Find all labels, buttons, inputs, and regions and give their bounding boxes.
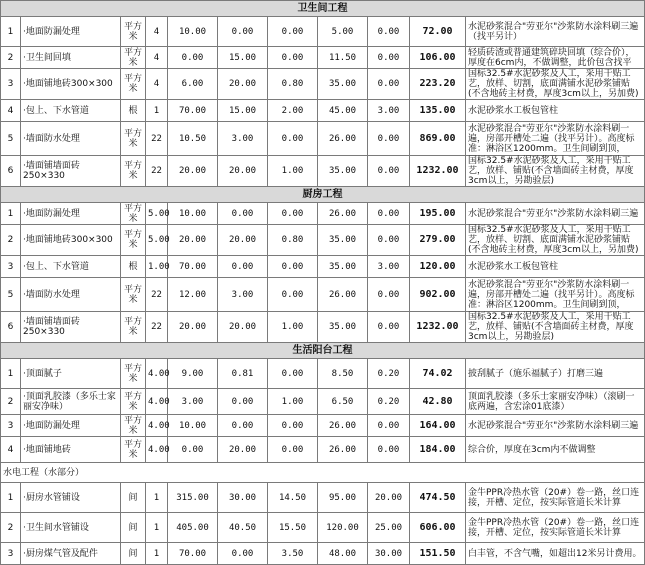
misc-price: 0.00: [368, 17, 410, 47]
aux-price: 0.00: [218, 203, 268, 225]
labor-price: 35.00: [318, 69, 368, 100]
quantity: 5.00: [146, 203, 168, 225]
misc-price: 0.00: [368, 437, 410, 463]
loss-price: 2.00: [268, 100, 318, 122]
material-price: 20.00: [168, 312, 218, 343]
material-price: 10.50: [168, 122, 218, 156]
section-header: [1, 187, 645, 203]
process-note: 水泥砂浆混合"劳亚尔"沙浆防水涂料刷一遍，房部开槽处二遍（找平另计）。高度标准：淋浴区1200mm。卫生间刷到顶，: [466, 278, 645, 312]
unit: 平方米: [121, 203, 146, 225]
row-number: 3: [1, 69, 21, 100]
material-price: 10.00: [168, 17, 218, 47]
material-price: 9.00: [168, 359, 218, 389]
unit: 平方米: [121, 47, 146, 69]
total-price: 151.50: [410, 543, 466, 565]
material-price: 20.00: [168, 225, 218, 256]
misc-price: 0.00: [368, 156, 410, 187]
labor-price: 8.50: [318, 359, 368, 389]
item-name: ·墙面防水处理: [21, 278, 121, 312]
labor-price: 45.00: [318, 100, 368, 122]
item-name: ·地面铺地砖300×300: [21, 69, 121, 100]
item-name: ·墙面防水处理: [21, 122, 121, 156]
labor-price: 26.00: [318, 203, 368, 225]
material-price: 20.00: [168, 156, 218, 187]
table-row: [1, 203, 645, 225]
total-price: 195.00: [410, 203, 466, 225]
labor-price: 95.00: [318, 483, 368, 513]
labor-price: 48.00: [318, 543, 368, 565]
item-name: ·地面防漏处理: [21, 415, 121, 437]
aux-price: 20.00: [218, 156, 268, 187]
unit: 间: [121, 513, 146, 543]
section-header: [1, 1, 645, 17]
row-number: 2: [1, 389, 21, 415]
unit: 间: [121, 483, 146, 513]
item-name: ·厨房水管铺设: [21, 483, 121, 513]
process-note: 水泥砂浆混合"劳亚尔"沙浆防水涂料刷三遍: [466, 415, 645, 437]
loss-price: 0.00: [268, 256, 318, 278]
loss-price: 0.80: [268, 225, 318, 256]
row-number: 4: [1, 437, 21, 463]
loss-price: 3.50: [268, 543, 318, 565]
material-price: 10.00: [168, 415, 218, 437]
item-name: ·地面铺地砖300×300: [21, 225, 121, 256]
loss-price: 0.00: [268, 203, 318, 225]
table-row: [1, 17, 645, 47]
process-note: 水泥砂浆水工板包管柱: [466, 100, 645, 122]
table-row: [1, 437, 645, 463]
loss-price: 1.00: [268, 312, 318, 343]
total-price: 223.20: [410, 69, 466, 100]
loss-price: 0.00: [268, 17, 318, 47]
quantity: 4: [146, 69, 168, 100]
total-price: 120.00: [410, 256, 466, 278]
process-note: 金牛PPR冷热水管（20#）卷一路，丝口连接，开槽、定位，按实际管道长米计算: [466, 513, 645, 543]
row-number: 2: [1, 513, 21, 543]
labor-price: 11.50: [318, 47, 368, 69]
aux-price: 0.00: [218, 543, 268, 565]
unit: 平方米: [121, 156, 146, 187]
section-title: 卫生间工程: [1, 1, 645, 17]
table-row: [1, 47, 645, 69]
quantity: 4.00: [146, 389, 168, 415]
total-price: 902.00: [410, 278, 466, 312]
quantity: 4.00: [146, 437, 168, 463]
aux-price: 20.00: [218, 312, 268, 343]
table-row: [1, 543, 645, 565]
aux-price: 20.00: [218, 225, 268, 256]
row-number: 6: [1, 312, 21, 343]
item-name: ·卫生间回填: [21, 47, 121, 69]
table-row: [1, 389, 645, 415]
row-number: 5: [1, 122, 21, 156]
row-number: 1: [1, 483, 21, 513]
loss-price: 0.00: [268, 359, 318, 389]
total-price: 869.00: [410, 122, 466, 156]
loss-price: 0.00: [268, 415, 318, 437]
loss-price: 0.00: [268, 47, 318, 69]
loss-price: 0.80: [268, 69, 318, 100]
table-row: [1, 100, 645, 122]
unit: 平方米: [121, 17, 146, 47]
item-name: ·包上、下水管道: [21, 256, 121, 278]
total-price: 164.00: [410, 415, 466, 437]
quantity: 4: [146, 47, 168, 69]
labor-price: 35.00: [318, 312, 368, 343]
total-price: 1232.00: [410, 312, 466, 343]
material-price: 10.00: [168, 203, 218, 225]
material-price: 405.00: [168, 513, 218, 543]
aux-price: 40.50: [218, 513, 268, 543]
row-number: 3: [1, 543, 21, 565]
process-note: 水泥砂浆水工板包管柱: [466, 256, 645, 278]
material-price: 0.00: [168, 437, 218, 463]
table-row: [1, 278, 645, 312]
material-price: 70.00: [168, 100, 218, 122]
loss-price: 0.00: [268, 122, 318, 156]
item-name: ·地面防漏处理: [21, 17, 121, 47]
material-price: 3.00: [168, 389, 218, 415]
unit: 平方米: [121, 225, 146, 256]
misc-price: 0.20: [368, 359, 410, 389]
item-name: ·墙面铺墙面砖250×330: [21, 312, 121, 343]
unit: 平方米: [121, 437, 146, 463]
unit: 平方米: [121, 312, 146, 343]
process-note: 水泥砂浆混合"劳亚尔"沙浆防水涂料刷三遍（找平另计）: [466, 17, 645, 47]
table-row: [1, 359, 645, 389]
row-number: 2: [1, 225, 21, 256]
aux-price: 0.00: [218, 17, 268, 47]
material-price: 0.00: [168, 47, 218, 69]
process-note: 国标32.5#水泥砂浆及人工，采用干贴工艺，放样、切割，底面满铺水泥砂浆铺贴(不含地砖主材费，厚度3cm以上，另加费): [466, 69, 645, 100]
total-price: 279.00: [410, 225, 466, 256]
labor-price: 35.00: [318, 156, 368, 187]
misc-price: 0.00: [368, 122, 410, 156]
unit: 平方米: [121, 278, 146, 312]
misc-price: 25.00: [368, 513, 410, 543]
total-price: 106.00: [410, 47, 466, 69]
process-note: 顶面乳胶漆（多乐士家丽安净味）（滚刷一底两遍，含宏涂01底漆）: [466, 389, 645, 415]
item-name: ·墙面铺墙面砖250×330: [21, 156, 121, 187]
unit: 根: [121, 256, 146, 278]
misc-price: 0.00: [368, 69, 410, 100]
aux-price: 0.00: [218, 389, 268, 415]
total-price: 1232.00: [410, 156, 466, 187]
labor-price: 35.00: [318, 256, 368, 278]
unit: 平方米: [121, 359, 146, 389]
misc-price: 0.00: [368, 278, 410, 312]
aux-price: 0.00: [218, 415, 268, 437]
aux-price: 15.00: [218, 100, 268, 122]
labor-price: 35.00: [318, 225, 368, 256]
quantity: 1: [146, 543, 168, 565]
process-note: 国标32.5#水泥砂浆及人工，采用干贴工艺，放样、切割、底面满铺水泥砂浆铺贴(不含地砖主材费，厚度3cm以上，另加费): [466, 225, 645, 256]
row-number: 3: [1, 256, 21, 278]
quantity: 4: [146, 17, 168, 47]
loss-price: 0.00: [268, 437, 318, 463]
item-name: ·卫生间水管铺设: [21, 513, 121, 543]
row-number: 1: [1, 17, 21, 47]
process-note: 披刮腻子（施乐福腻子）打磨三遍: [466, 359, 645, 389]
labor-price: 26.00: [318, 415, 368, 437]
aux-price: 15.00: [218, 47, 268, 69]
section-header: [1, 343, 645, 359]
total-price: 184.00: [410, 437, 466, 463]
table-row: [1, 483, 645, 513]
aux-price: 30.00: [218, 483, 268, 513]
process-note: 水泥砂浆混合"劳亚尔"沙浆防水涂料刷三遍: [466, 203, 645, 225]
labor-price: 26.00: [318, 122, 368, 156]
misc-price: 20.00: [368, 483, 410, 513]
total-price: 72.00: [410, 17, 466, 47]
misc-price: 30.00: [368, 543, 410, 565]
subsection-title: 水电工程（水部分）: [1, 463, 645, 483]
table-row: [1, 122, 645, 156]
table-row: [1, 513, 645, 543]
labor-price: 26.00: [318, 278, 368, 312]
material-price: 70.00: [168, 256, 218, 278]
aux-price: 3.00: [218, 122, 268, 156]
process-note: 轻质砖渣或普通建筑碎块回填（综合价），厚度在6cm内，不做调整，此价包含找平: [466, 47, 645, 69]
material-price: 70.00: [168, 543, 218, 565]
table-row: [1, 69, 645, 100]
total-price: 74.02: [410, 359, 466, 389]
table-row: [1, 225, 645, 256]
row-number: 6: [1, 156, 21, 187]
aux-price: 0.00: [218, 256, 268, 278]
unit: 间: [121, 543, 146, 565]
unit: 平方米: [121, 122, 146, 156]
table-row: [1, 415, 645, 437]
aux-price: 3.00: [218, 278, 268, 312]
misc-price: 0.00: [368, 47, 410, 69]
process-note: 综合价，厚度在3cm内不做调整: [466, 437, 645, 463]
item-name: ·地面铺地砖: [21, 437, 121, 463]
table-row: [1, 256, 645, 278]
aux-price: 20.00: [218, 69, 268, 100]
row-number: 1: [1, 359, 21, 389]
labor-price: 120.00: [318, 513, 368, 543]
labor-price: 5.00: [318, 17, 368, 47]
loss-price: 15.50: [268, 513, 318, 543]
quantity: 5.00: [146, 225, 168, 256]
row-number: 2: [1, 47, 21, 69]
loss-price: 1.00: [268, 389, 318, 415]
process-note: 白丰管，不含气嘴，如超出12米另计费用。: [466, 543, 645, 565]
unit: 平方米: [121, 69, 146, 100]
quantity: 4.00: [146, 415, 168, 437]
process-note: 国标32.5#水泥砂浆及人工，采用干贴工艺，放样、铺贴(不含墙面砖主材费，厚度3cm以上，另勘验层): [466, 312, 645, 343]
misc-price: 0.00: [368, 203, 410, 225]
quantity: 4.00: [146, 359, 168, 389]
row-number: 4: [1, 100, 21, 122]
total-price: 135.00: [410, 100, 466, 122]
unit: 平方米: [121, 415, 146, 437]
unit: 根: [121, 100, 146, 122]
total-price: 606.00: [410, 513, 466, 543]
quantity: 1: [146, 513, 168, 543]
aux-price: 20.00: [218, 437, 268, 463]
material-price: 6.00: [168, 69, 218, 100]
process-note: 水泥砂浆混合"劳亚尔"沙浆防水涂料刷一遍，房部开槽处二遍（找平另计）。高度标准：淋浴区1200mm。卫生间刷到顶，: [466, 122, 645, 156]
section-title: 生活阳台工程: [1, 343, 645, 359]
aux-price: 0.81: [218, 359, 268, 389]
misc-price: 3.00: [368, 256, 410, 278]
process-note: 国标32.5#水泥砂浆及人工，采用干贴工艺，放样、铺贴(不含墙面砖主材费，厚度3cm以上，另勘验层): [466, 156, 645, 187]
item-name: ·地面防漏处理: [21, 203, 121, 225]
quantity: 1.00: [146, 256, 168, 278]
quantity: 1: [146, 483, 168, 513]
misc-price: 3.00: [368, 100, 410, 122]
row-number: 1: [1, 203, 21, 225]
subsection-header: [1, 463, 645, 483]
misc-price: 0.00: [368, 225, 410, 256]
total-price: 474.50: [410, 483, 466, 513]
row-number: 5: [1, 278, 21, 312]
quantity: 22: [146, 278, 168, 312]
quantity: 22: [146, 122, 168, 156]
item-name: ·包上、下水管道: [21, 100, 121, 122]
loss-price: 14.50: [268, 483, 318, 513]
total-price: 42.80: [410, 389, 466, 415]
item-name: ·厨房煤气管及配件: [21, 543, 121, 565]
material-price: 315.00: [168, 483, 218, 513]
quantity: 22: [146, 312, 168, 343]
labor-price: 26.00: [318, 437, 368, 463]
item-name: ·顶面乳胶漆（多乐士家丽安净味）: [21, 389, 121, 415]
misc-price: 0.20: [368, 389, 410, 415]
loss-price: 0.00: [268, 278, 318, 312]
quantity: 22: [146, 156, 168, 187]
table-row: [1, 156, 645, 187]
section-title: 厨房工程: [1, 187, 645, 203]
table-row: [1, 312, 645, 343]
quantity: 1: [146, 100, 168, 122]
process-note: 金牛PPR冷热水管（20#）卷一路，丝口连接，开槽、定位，按实际管道长米计算: [466, 483, 645, 513]
misc-price: 0.00: [368, 312, 410, 343]
labor-price: 6.50: [318, 389, 368, 415]
unit: 平方米: [121, 389, 146, 415]
item-name: ·顶面腻子: [21, 359, 121, 389]
material-price: 12.00: [168, 278, 218, 312]
row-number: 3: [1, 415, 21, 437]
loss-price: 1.00: [268, 156, 318, 187]
misc-price: 0.00: [368, 415, 410, 437]
